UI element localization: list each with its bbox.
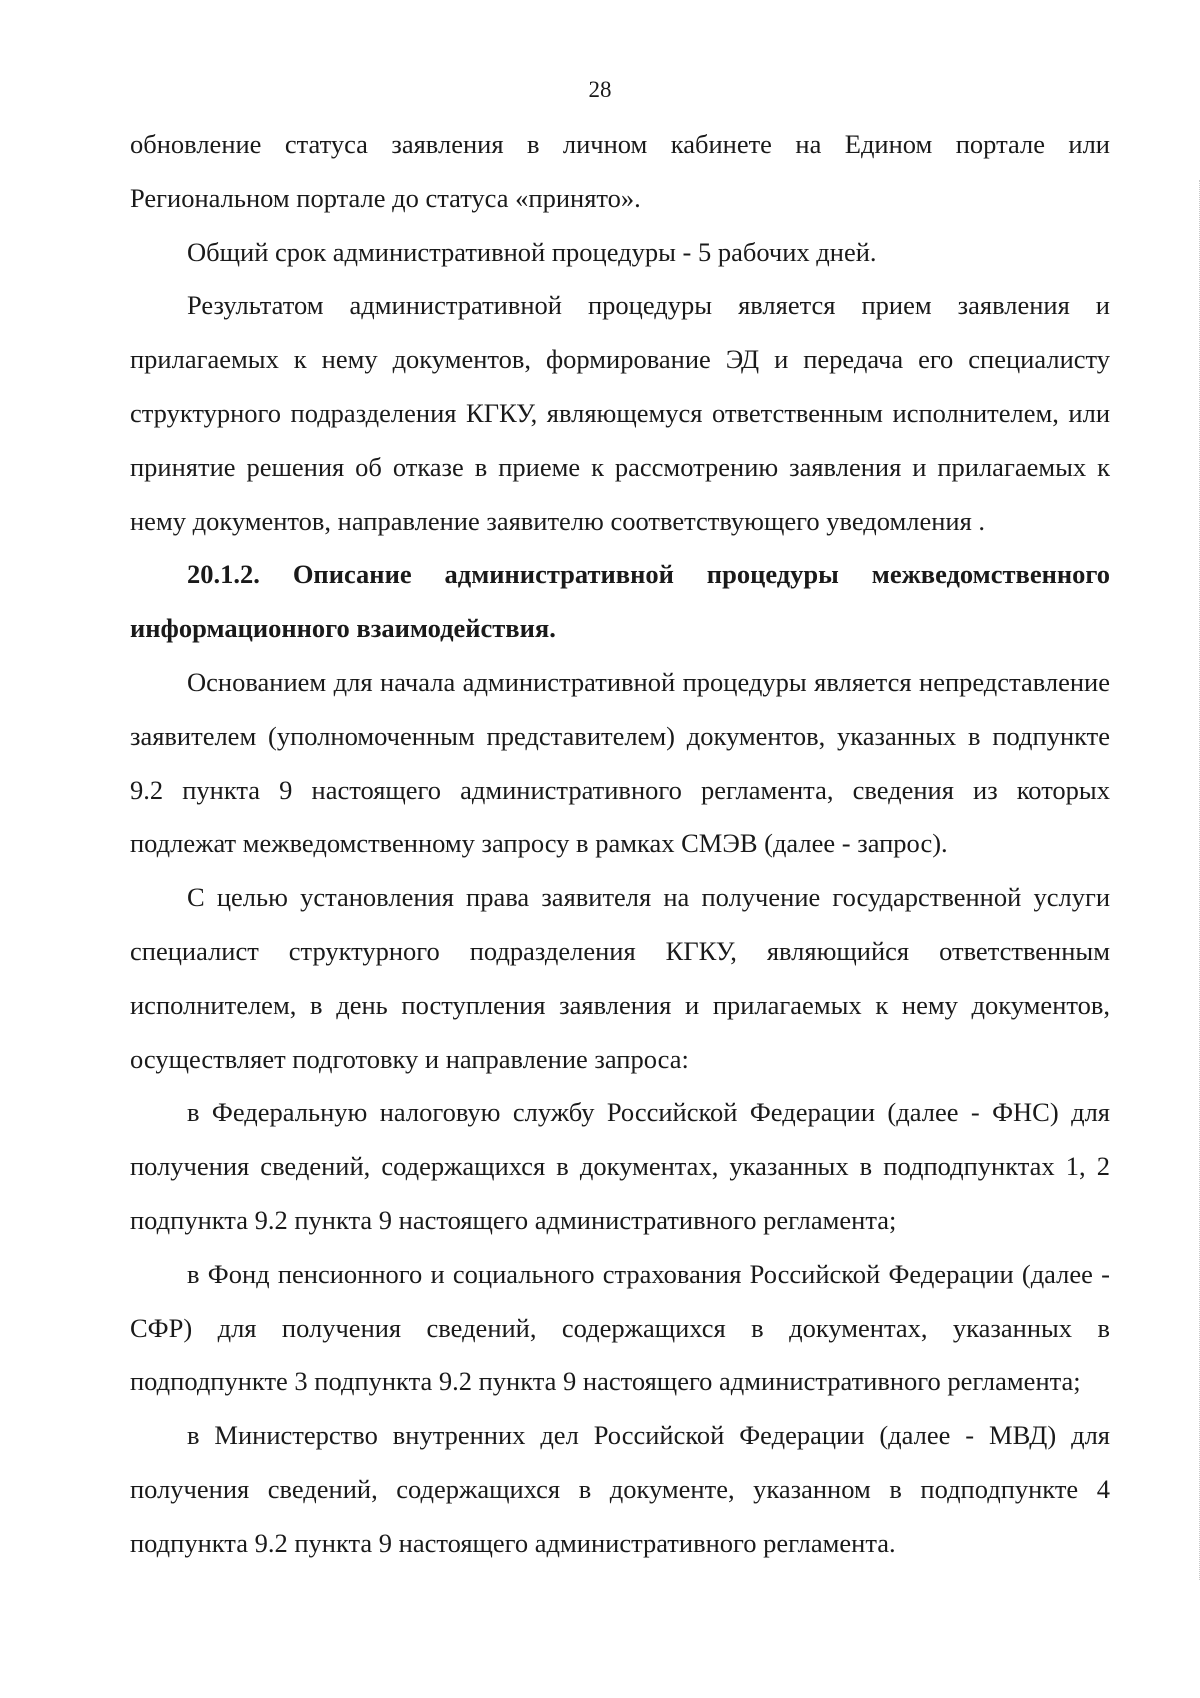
paragraph-request-fns: в Федеральную налоговую службу Российской Федерации (далее - ФНС) для получения сведений, содержащихся в документах, указанных в подподпунктах 1, 2 подпункта 9.2 пункта 9 настоящего административного регламента; [130,1097,1110,1235]
paragraph-request-preparation: С целью установления права заявителя на получение государственной услуги специалист структурного подразделения КГКУ, являющийся ответственным исполнителем, в день поступления заявления и прилагаемых к нему документов, осуществляет подготовку и направление запроса: [130,882,1110,1074]
paragraph-procedure-term: Общий срок административной процедуры - 5 рабочих дней. [187,236,877,267]
paragraph-request-mvd: в Министерство внутренних дел Российской Федерации (далее - МВД) для получения сведений, содержащихся в документе, указанном в подподпункте 4 подпункта 9.2 пункта 9 настоящего административного регламента. [130,1420,1110,1558]
paragraph-status-update: обновление статуса заявления в личном кабинете на Едином портале или Региональном портале до статуса «принято». [130,129,1110,213]
paragraph-procedure-result: Результатом административной процедуры является прием заявления и прилагаемых к нему документов, формирование ЭД и передача его специалисту структурного подразделения КГКУ, являющемуся ответственным исполнителем, или принятие решения об отказе в приеме к рассмотрению заявления и прилагаемых к нему документов, направление заявителю соответствующего уведомления . [130,290,1110,536]
paragraph-procedure-basis: Основанием для начала административной процедуры является непредставление заявителем (уполномоченным представителем) документов, указанных в подпункте 9.2 пункта 9 настоящего административного регламента, сведения из которых подлежат межведомственному запросу в рамках СМЭВ (далее - запрос). [130,666,1110,859]
paragraph-request-sfr: в Фонд пенсионного и социального страхования Российской Федерации (далее - СФР) для получения сведений, содержащихся в документах, указанных в подподпункте 3 подпункта 9.2 пункта 9 настоящего административного регламента; [130,1258,1110,1397]
section-heading: 20.1.2. Описание административной процедуры межведомственного информационного взаимодействия. [130,559,1110,644]
page-number: 28 [588,77,612,102]
document-body [130,118,1110,1571]
